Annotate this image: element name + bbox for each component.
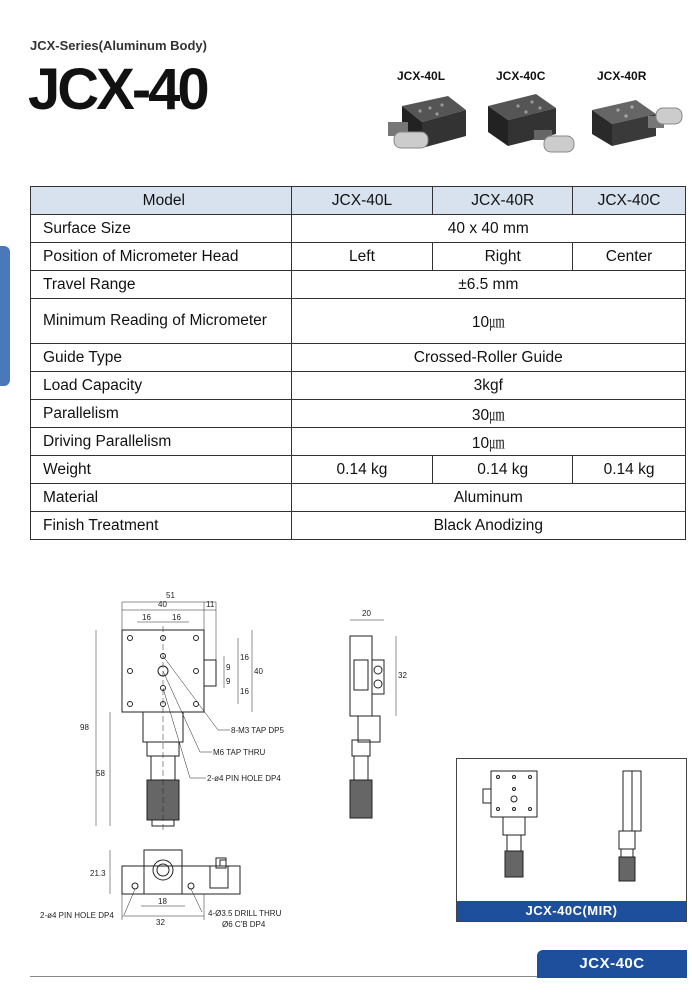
dim-40: 40 <box>158 600 167 609</box>
header-col-3: JCX-40C <box>573 187 686 215</box>
dim-16a: 16 <box>142 613 151 622</box>
row-label: Load Capacity <box>31 372 292 400</box>
dim-32h: 32 <box>156 918 165 927</box>
table-row <box>31 372 686 400</box>
dim-58: 58 <box>96 769 105 778</box>
variant-label-right: JCX-40R <box>597 69 647 83</box>
dim-32v: 32 <box>398 671 407 680</box>
callout-drill: 4-Ø3.5 DRILL THRU <box>208 909 282 918</box>
dim-11: 11 <box>206 600 215 609</box>
mir-drawing <box>457 759 686 901</box>
row-value: 0.14 kg <box>291 456 433 484</box>
row-value: 40 x 40 mm <box>291 215 685 243</box>
stage-image-left <box>382 88 477 173</box>
row-label: Finish Treatment <box>31 512 292 540</box>
dim-51: 51 <box>166 591 175 600</box>
table-row <box>31 344 686 372</box>
row-value: 3kgf <box>291 372 685 400</box>
row-label: Parallelism <box>31 400 292 428</box>
dim-9b: 9 <box>226 677 231 686</box>
spec-table <box>30 186 686 540</box>
table-row <box>31 299 686 344</box>
variant-label-left: JCX-40L <box>397 69 446 83</box>
dim-16d: 16 <box>240 687 249 696</box>
table-row <box>31 271 686 299</box>
row-label: Driving Parallelism <box>31 428 292 456</box>
header-model: Model <box>31 187 292 215</box>
dim-98: 98 <box>80 723 89 732</box>
series-subtitle: JCX-Series(Aluminum Body) <box>30 38 207 53</box>
callout-tap: 8-M3 TAP DP5 <box>231 726 284 735</box>
row-value: Black Anodizing <box>291 512 685 540</box>
stage-image-right <box>586 88 686 173</box>
row-value: 10㎛ <box>291 299 685 344</box>
dim-16b: 16 <box>172 613 181 622</box>
header-col-2: JCX-40R <box>433 187 573 215</box>
callout-pin-bottom: 2-ø4 PIN HOLE DP4 <box>40 911 114 920</box>
row-value: 10㎛ <box>291 428 685 456</box>
variant-label-center: JCX-40C <box>496 69 546 83</box>
stage-image-center <box>482 88 582 173</box>
row-value: Aluminum <box>291 484 685 512</box>
page-title: JCX-40 <box>28 57 207 122</box>
dim-20: 20 <box>362 609 371 618</box>
dim-18: 18 <box>158 897 167 906</box>
row-label: Minimum Reading of Micrometer <box>31 299 292 344</box>
row-label: Weight <box>31 456 292 484</box>
table-row <box>31 428 686 456</box>
row-label: Surface Size <box>31 215 292 243</box>
table-row <box>31 243 686 271</box>
table-row <box>31 484 686 512</box>
row-value: Left <box>291 243 433 271</box>
row-label: Position of Micrometer Head <box>31 243 292 271</box>
dim-9a: 9 <box>226 663 231 672</box>
mir-variant-box <box>456 758 687 922</box>
row-label: Guide Type <box>31 344 292 372</box>
dim-16c: 16 <box>240 653 249 662</box>
row-value: Center <box>573 243 686 271</box>
dim-40v: 40 <box>254 667 263 676</box>
row-value: Crossed-Roller Guide <box>291 344 685 372</box>
row-value: 30㎛ <box>291 400 685 428</box>
side-tab <box>0 246 10 386</box>
callout-cb: Ø6 C'B DP4 <box>222 920 266 929</box>
table-header-row <box>31 187 686 215</box>
top-view-side-clamp <box>204 660 216 686</box>
mir-label: JCX-40C(MIR) <box>457 901 686 921</box>
row-value: 0.14 kg <box>433 456 573 484</box>
header-col-1: JCX-40L <box>291 187 433 215</box>
table-row <box>31 400 686 428</box>
table-row <box>31 456 686 484</box>
row-label: Material <box>31 484 292 512</box>
dim-21-3: 21.3 <box>90 869 106 878</box>
table-row <box>31 215 686 243</box>
table-row <box>31 512 686 540</box>
callout-pin: 2-ø4 PIN HOLE DP4 <box>207 774 281 783</box>
row-value: Right <box>433 243 573 271</box>
technical-drawing <box>40 580 420 940</box>
row-value: 0.14 kg <box>573 456 686 484</box>
footer-model-tab: JCX-40C <box>537 950 687 978</box>
row-value: ±6.5 mm <box>291 271 685 299</box>
row-label: Travel Range <box>31 271 292 299</box>
callout-thru: M6 TAP THRU <box>213 748 266 757</box>
